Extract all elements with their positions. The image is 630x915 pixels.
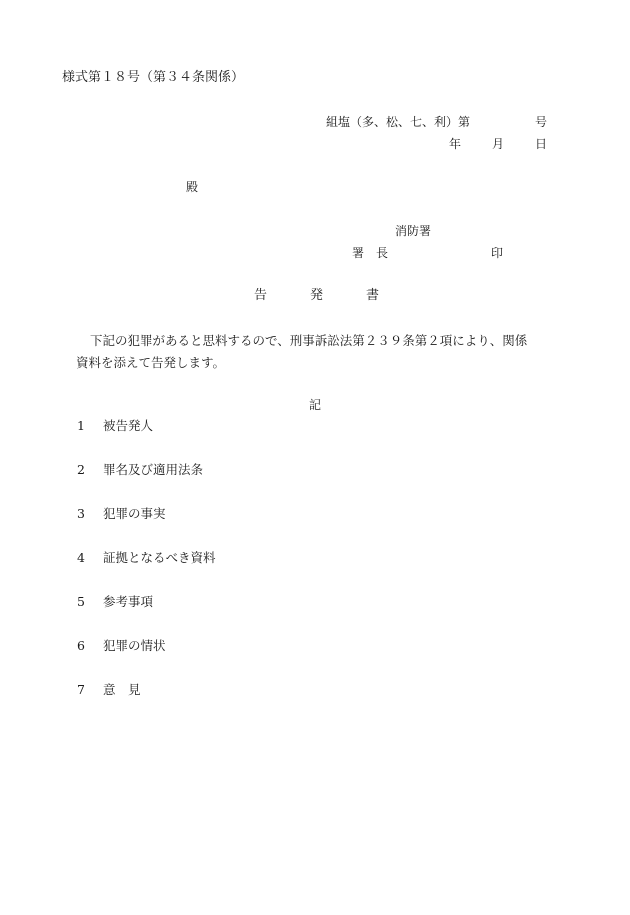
body-line-2: 資料を添えて告発します。 — [76, 355, 226, 370]
list-item — [77, 550, 216, 566]
date-month: 月 — [492, 137, 505, 151]
list-item — [77, 638, 166, 654]
sender-title: 署 長 — [352, 246, 389, 260]
item-number: 4 — [77, 550, 85, 565]
date-year: 年 — [449, 137, 462, 151]
list-item — [77, 506, 166, 522]
addressee-honorific: 殿 — [186, 180, 199, 194]
date-day: 日 — [535, 137, 548, 151]
document-title-char-3: 書 — [366, 288, 380, 303]
document-title-char-2: 発 — [310, 288, 324, 303]
item-number: 6 — [77, 638, 85, 653]
list-item — [77, 594, 153, 610]
item-label: 被告発人 — [103, 418, 154, 433]
item-number: 2 — [77, 462, 85, 477]
seal-mark: 印 — [491, 246, 504, 260]
body-paragraph — [62, 330, 582, 374]
document-number-prefix: 組塩（多、松、七、利）第 — [326, 115, 471, 129]
document-number-suffix: 号 — [535, 115, 548, 129]
item-label: 罪名及び適用法条 — [103, 462, 204, 477]
sender-office: 消防署 — [395, 224, 432, 238]
form-header: 様式第１８号（第３４条関係） — [62, 70, 245, 85]
list-item — [77, 418, 153, 434]
item-label: 犯罪の事実 — [103, 506, 166, 521]
item-label: 意 見 — [103, 682, 141, 697]
item-number: 7 — [77, 682, 85, 697]
body-line-1: 下記の犯罪があると思料するので、刑事訴訟法第２３９条第２項により、関係 — [90, 333, 528, 348]
item-number: 3 — [77, 506, 85, 521]
item-number: 1 — [77, 418, 85, 433]
ki-heading: 記 — [309, 398, 322, 412]
list-item — [77, 462, 203, 478]
list-item — [77, 682, 141, 698]
item-label: 証拠となるべき資料 — [103, 550, 216, 565]
document-title-char-1: 告 — [254, 288, 268, 303]
item-label: 参考事項 — [103, 594, 154, 609]
item-label: 犯罪の情状 — [103, 638, 166, 653]
item-number: 5 — [77, 594, 85, 609]
